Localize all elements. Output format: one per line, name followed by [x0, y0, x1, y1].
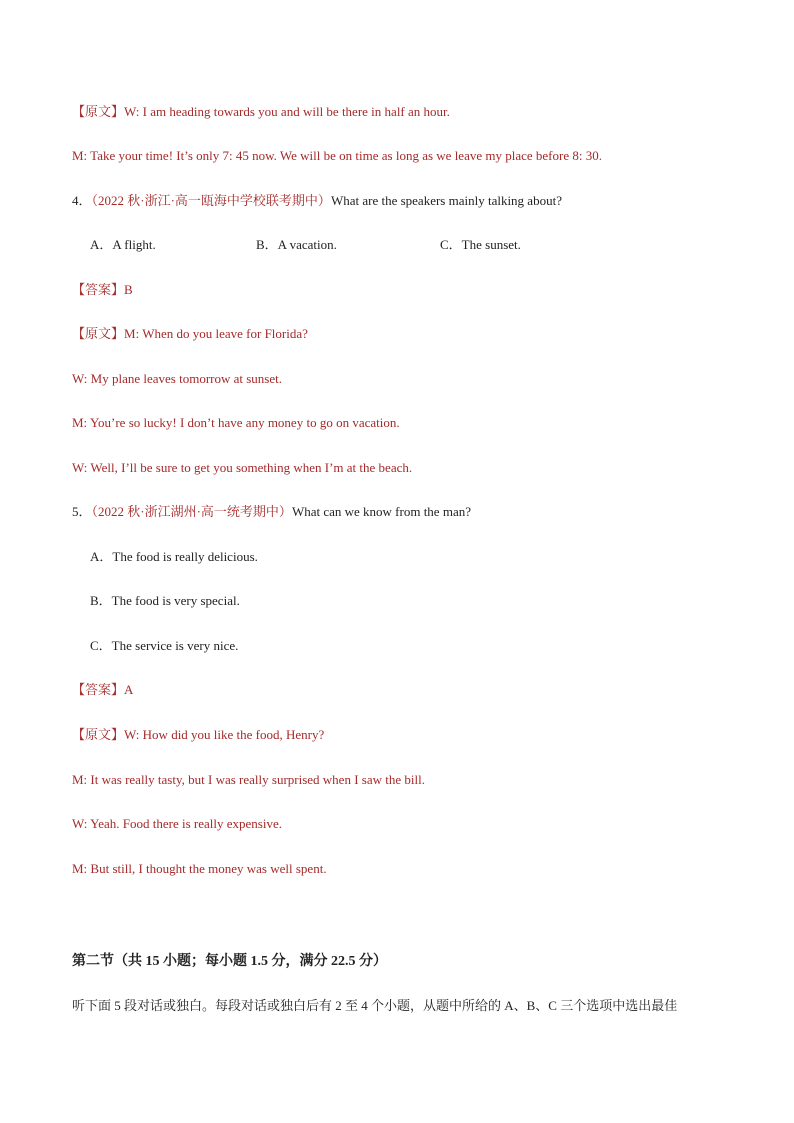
q4-answer — [72, 281, 133, 299]
question-number: 4． — [72, 193, 92, 208]
yuanwen-label: 【原文】 — [72, 727, 125, 742]
question-source: （2022 秋·浙江湖州·高一统考期中） — [91, 504, 292, 519]
question-text: What are the speakers mainly talking about? — [330, 193, 562, 208]
q5-transcript-line-1 — [72, 726, 324, 744]
q5-option-c: C．The service is very nice. — [90, 638, 239, 653]
section-heading: 第二节（共 15 小题；每小题 1.5 分，满分 22.5 分） — [72, 954, 387, 969]
q3-transcript-line-2: M: Take your time! It’s only 7: 45 now. We will be on time as long as we leave my place before 8: 30. — [72, 148, 602, 163]
q4-option-c: C．The sunset. — [440, 237, 521, 252]
answer-value: B — [124, 282, 133, 297]
q5-answer — [72, 681, 133, 699]
q5-question — [72, 503, 471, 521]
answer-label: 【答案】 — [72, 682, 125, 697]
q4-option-b: B．A vacation. — [256, 237, 337, 252]
answer-label: 【答案】 — [72, 282, 125, 297]
transcript-text: W: How did you like the food, Henry? — [124, 727, 325, 742]
q5-transcript-line-4: M: But still, I thought the money was well spent. — [72, 861, 327, 876]
question-text: What can we know from the man? — [291, 504, 471, 519]
q4-transcript-line-4: W: Well, I’ll be sure to get you something when I’m at the beach. — [72, 460, 413, 475]
yuanwen-label: 【原文】 — [72, 104, 125, 119]
answer-value: A — [124, 682, 134, 697]
yuanwen-label: 【原文】 — [72, 326, 125, 341]
q4-option-a: A．A flight. — [90, 237, 156, 252]
q4-question — [72, 192, 562, 210]
question-source: （2022 秋·浙江·高一瓯海中学校联考期中） — [91, 193, 331, 208]
q3-transcript-line-1 — [72, 103, 450, 121]
transcript-text: W: I am heading towards you and will be there in half an hour. — [124, 104, 450, 119]
question-number: 5． — [72, 504, 92, 519]
q4-transcript-line-1 — [72, 325, 308, 343]
section-instruction: 听下面 5 段对话或独白。每段对话或独白后有 2 至 4 个小题，从题中所给的 A、B、C 三个选项中选出最佳 — [72, 998, 678, 1013]
q5-option-b: B．The food is very special. — [90, 593, 240, 608]
q4-transcript-line-3: M: You’re so lucky! I don’t have any money to go on vacation. — [72, 415, 400, 430]
q4-transcript-line-2: W: My plane leaves tomorrow at sunset. — [72, 371, 282, 386]
q5-option-a: A．The food is really delicious. — [90, 549, 258, 564]
transcript-text: M: When do you leave for Florida? — [124, 326, 308, 341]
q5-transcript-line-2: M: It was really tasty, but I was really surprised when I saw the bill. — [72, 772, 425, 787]
q5-transcript-line-3: W: Yeah. Food there is really expensive. — [72, 816, 282, 831]
